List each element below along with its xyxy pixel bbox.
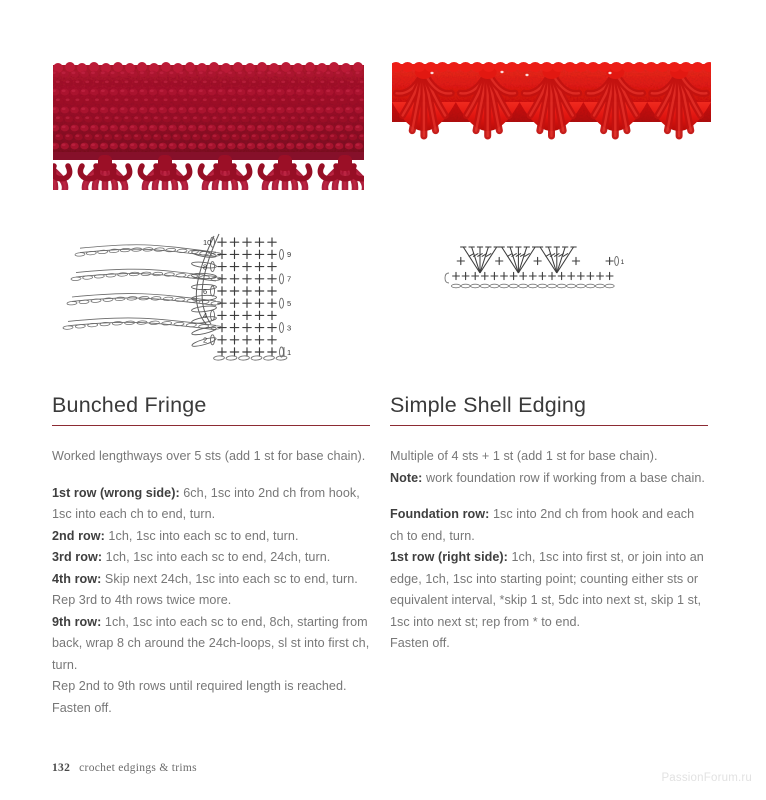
bunched-fringe-image (53, 62, 364, 190)
instruction-row-text: 1ch, 1sc into each sc to end, turn. (104, 528, 299, 543)
instruction-row-label: 2nd row: (52, 528, 105, 543)
page-title-bunched-fringe: Bunched Fringe (52, 393, 207, 417)
instruction-row-text: 1ch, 1sc into each sc to end, 8ch, starting from back, wrap 8 ch around the 24ch-loops, sl st into first ch, turn. (52, 614, 370, 672)
page-number: 132 (52, 762, 71, 774)
instruction-row (52, 547, 370, 569)
instruction-row (390, 633, 708, 655)
instruction-row (390, 504, 708, 547)
instruction-row-label: 4th row: (52, 571, 102, 586)
right-intro: Multiple of 4 sts + 1 st (add 1 st for base chain). (390, 449, 658, 464)
instruction-row-text: Skip next 24ch, 1sc into each sc to end, turn. (101, 571, 358, 586)
instruction-row-text: 1sc into 2nd ch from hook and each ch to end, turn. (390, 507, 695, 543)
instruction-row (52, 698, 370, 720)
right-spacer (390, 489, 708, 504)
left-pattern-column (52, 394, 370, 719)
bunched-fringe-photo (53, 62, 364, 190)
svg-text:4: 4 (203, 311, 208, 321)
instruction-row-label: 9th row: (52, 614, 102, 629)
page-footer (52, 762, 197, 774)
bunched-fringe-chart (60, 212, 360, 367)
left-spacer (52, 468, 370, 483)
svg-text:9: 9 (287, 250, 292, 260)
left-instruction-rows (52, 483, 370, 720)
instruction-row-label: Foundation row: (390, 507, 490, 522)
instruction-row-text: Rep 2nd to 9th rows until required length is reached. (52, 679, 347, 694)
instruction-row-label: 3rd row: (52, 550, 103, 565)
instruction-row (52, 590, 370, 612)
right-note (390, 468, 708, 490)
svg-text:7: 7 (287, 274, 292, 284)
heading-rule-left (52, 425, 370, 427)
page-title-simple-shell-edging: Simple Shell Edging (390, 393, 587, 417)
instruction-row (52, 569, 370, 591)
simple-shell-edging-photo (392, 62, 711, 161)
svg-text:2: 2 (203, 335, 208, 345)
svg-text:1: 1 (620, 259, 625, 266)
svg-text:8: 8 (203, 262, 208, 272)
left-intro: Worked lengthways over 5 sts (add 1 st for base chain). (52, 449, 366, 464)
instruction-row-text: 1ch, 1sc into each sc to end, 24ch, turn. (102, 550, 331, 565)
instruction-row-text: Rep 3rd to 4th rows twice more. (52, 593, 232, 608)
svg-text:10: 10 (203, 238, 212, 247)
right-instruction-rows (390, 504, 708, 655)
instruction-row (52, 526, 370, 548)
watermark: PassionForum.ru (661, 772, 752, 784)
right-pattern-body (390, 446, 708, 655)
instruction-row-text: Fasten off. (52, 700, 112, 715)
instruction-row-text: Fasten off. (390, 636, 450, 651)
instruction-row-text: 6ch, 1sc into 2nd ch from hook, 1sc into each ch to end, turn. (52, 485, 360, 522)
svg-text:3: 3 (287, 323, 292, 333)
book-title: crochet edgings & trims (79, 762, 197, 774)
svg-text:5: 5 (287, 299, 292, 308)
instruction-row (390, 547, 708, 633)
simple-shell-edging-chart (440, 225, 680, 300)
instruction-row-text: 1ch, 1sc into first st, or join into an edge, 1ch, 1sc into starting point; counting either sts or equivalent interval, *skip 1 st, 5dc into next st, skip 1 st, 1sc into next st; rep from * to end. (390, 550, 704, 629)
right-note-text: work foundation row if working from a base chain. (422, 470, 705, 485)
simple-shell-edging-chart-svg (440, 225, 680, 300)
bunched-fringe-chart-svg (60, 212, 360, 367)
instruction-row (52, 676, 370, 698)
left-pattern-body (52, 446, 370, 719)
instruction-row (52, 483, 370, 526)
instruction-row-label: 1st row (wrong side): (52, 485, 180, 500)
simple-shell-edging-image (392, 62, 711, 161)
svg-text:1: 1 (287, 347, 292, 357)
instruction-row-label: 1st row (right side): (390, 550, 508, 565)
instruction-row (52, 612, 370, 677)
svg-text:6: 6 (203, 286, 208, 296)
right-pattern-column (390, 394, 708, 655)
heading-rule-right (390, 425, 708, 427)
right-note-label: Note: (390, 470, 423, 485)
